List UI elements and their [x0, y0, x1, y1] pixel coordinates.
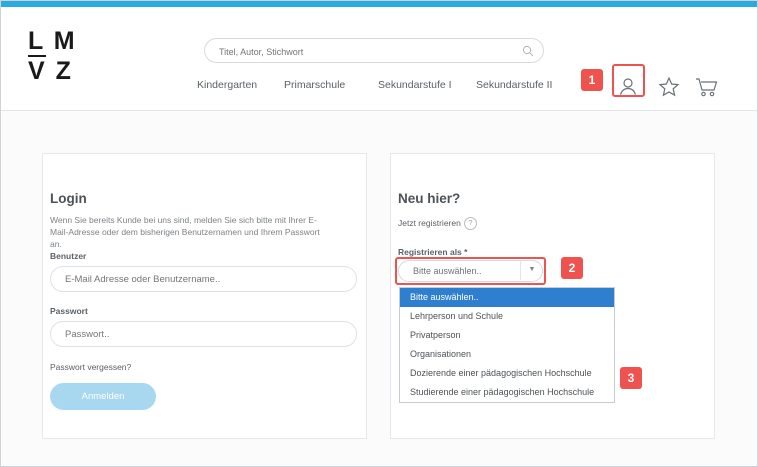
logo-line-2: V Z: [28, 57, 73, 85]
logo-line-1: L M: [28, 27, 77, 55]
shopping-cart-icon[interactable]: [692, 73, 720, 101]
nav-item-sekundarstufe-1[interactable]: Sekundarstufe I: [378, 79, 452, 91]
forgot-password-link[interactable]: Passwort vergessen?: [50, 362, 132, 372]
nav-item-sekundarstufe-2[interactable]: Sekundarstufe II: [476, 79, 553, 91]
callout-badge-3: 3: [620, 367, 642, 389]
username-label: Benutzer: [50, 251, 87, 261]
register-as-label: Registrieren als *: [398, 247, 468, 257]
site-header: [1, 7, 757, 111]
dropdown-option-4[interactable]: Dozierende einer pädagogischen Hochschule: [410, 368, 592, 378]
nav-item-kindergarten[interactable]: Kindergarten: [197, 79, 258, 91]
lmvz-logo[interactable]: [28, 29, 84, 91]
search-icon[interactable]: [522, 44, 534, 56]
password-label: Passwort: [50, 306, 88, 316]
info-help-icon[interactable]: ?: [464, 217, 477, 230]
chevron-down-icon[interactable]: ▼: [520, 260, 543, 280]
search-input[interactable]: [217, 39, 511, 64]
register-as-dropdown-list[interactable]: [399, 287, 615, 403]
search-box[interactable]: [204, 38, 544, 63]
login-submit-button[interactable]: Anmelden: [50, 383, 156, 410]
user-account-icon[interactable]: [614, 73, 642, 101]
password-input[interactable]: [50, 321, 357, 347]
main-navigation: [191, 79, 561, 97]
register-now-link[interactable]: Jetzt registrieren: [398, 218, 461, 228]
dropdown-option-5[interactable]: Studierende einer pädagogischen Hochschule: [410, 387, 595, 397]
dropdown-option-2[interactable]: Privatperson: [410, 330, 461, 340]
login-title: Login: [50, 191, 87, 206]
dropdown-option-3[interactable]: Organisationen: [410, 349, 472, 359]
dropdown-option-1[interactable]: Lehrperson und Schule: [410, 311, 504, 321]
callout-badge-2: 2: [561, 257, 583, 279]
nav-item-primarschule[interactable]: Primarschule: [284, 79, 346, 91]
register-as-select-value[interactable]: Bitte auswählen..: [398, 260, 543, 282]
dropdown-option-0[interactable]: Bitte auswählen..: [400, 288, 614, 307]
register-as-select[interactable]: [398, 260, 543, 282]
login-description: Wenn Sie bereits Kunde bei uns sind, melden Sie sich bitte mit Ihrer E-Mail-Adresse oder dem bisherigen Benutzernamen und Ihrem Passwort an.: [50, 215, 320, 249]
register-title: Neu hier?: [398, 191, 461, 206]
favorites-star-icon[interactable]: [655, 73, 683, 101]
username-input[interactable]: [50, 266, 357, 292]
callout-badge-1: 1: [581, 69, 603, 91]
